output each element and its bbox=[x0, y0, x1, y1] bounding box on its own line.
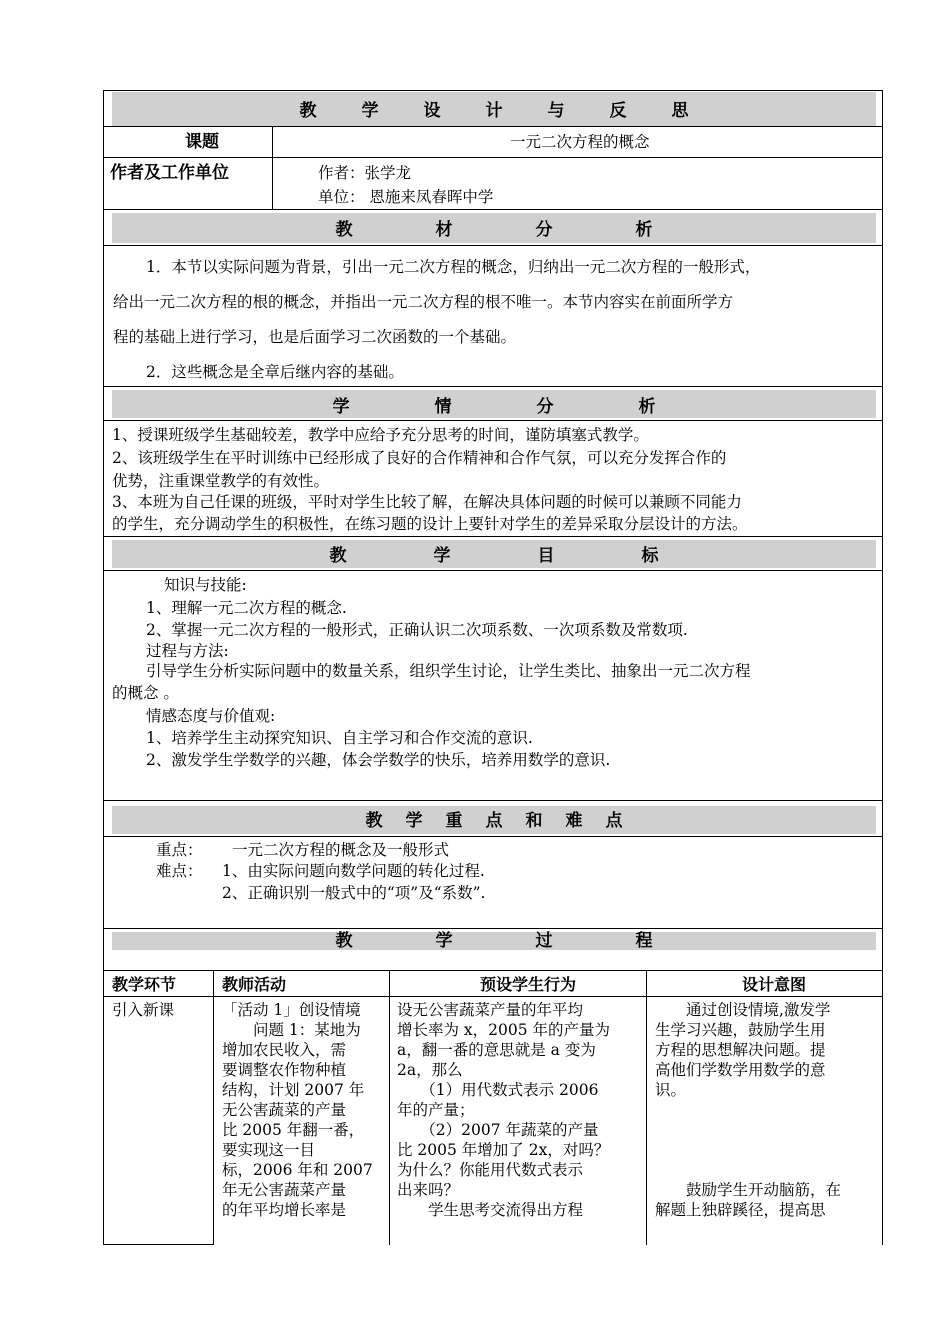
student-behavior-line: 年的产量； bbox=[397, 1101, 475, 1119]
intent-line bbox=[655, 1100, 877, 1120]
intent-line bbox=[655, 1140, 877, 1160]
teacher-line: 问题 1：某地为 bbox=[222, 1021, 361, 1039]
difficulty-2: 2、正确识别一般式中的“项”及“系数”. bbox=[222, 884, 486, 902]
student-behavior-line: 出来吗？ bbox=[397, 1181, 460, 1199]
student-behavior-line: 增长率为 x，2005 年的产量为 bbox=[397, 1021, 611, 1039]
material-title: 教 材 分 析 bbox=[335, 220, 653, 240]
col-header-teacher: 教师活动 bbox=[222, 975, 287, 994]
teacher-line: 年无公害蔬菜产量 bbox=[222, 1181, 347, 1199]
student-behavior-cell bbox=[397, 1000, 643, 1220]
author-name: 作者：张学龙 bbox=[318, 164, 412, 182]
intent-line bbox=[655, 1160, 877, 1180]
course-label: 课题 bbox=[185, 132, 219, 152]
material-line-2: 给出一元二次方程的根的概念，并指出一元二次方程的根不唯一。本节内容实在前面所学方 bbox=[113, 293, 734, 311]
rule bbox=[103, 157, 883, 158]
teacher-line: 比 2005 年翻一番， bbox=[222, 1121, 365, 1139]
intent-line: 解题上独辟蹊径，提高思 bbox=[655, 1201, 826, 1219]
rule bbox=[103, 420, 883, 421]
student-behavior-line: 学生思考交流得出方程 bbox=[397, 1201, 584, 1219]
student-line-2: 2、该班级学生在平时训练中已经形成了良好的合作精神和合作气氛，可以充分发挥合作的 bbox=[112, 449, 727, 467]
rule bbox=[646, 970, 647, 1245]
rule bbox=[103, 996, 883, 997]
teacher-line: 「活动 1」创设情境 bbox=[222, 1001, 361, 1019]
process-title: 教 学 过 程 bbox=[335, 931, 653, 951]
teacher-line: 要实现这一目 bbox=[222, 1141, 316, 1159]
intent-line: 识。 bbox=[655, 1081, 687, 1099]
student-behavior-line: 2a，那么 bbox=[397, 1061, 463, 1079]
teacher-activity-cell bbox=[222, 1000, 384, 1220]
material-line-1: 1．本节以实际问题为背景，引出一元二次方程的概念，归纳出一元二次方程的一般形式， bbox=[146, 258, 761, 276]
rule bbox=[103, 90, 883, 91]
goal-emotion-title: 情感态度与价值观: bbox=[146, 707, 276, 725]
material-line-4: 2．这些概念是全章后继内容的基础。 bbox=[146, 363, 404, 381]
goal-title: 教 学 目 标 bbox=[329, 546, 659, 566]
main-title: 教 学 设 计 与 反 思 bbox=[299, 101, 689, 121]
goal-process-1: 引导学生分析实际问题中的数量关系，组织学生讨论，让学生类比、抽象出一元二次方程 bbox=[146, 662, 751, 680]
goal-knowledge-1: 1、理解一元二次方程的概念. bbox=[146, 599, 347, 617]
material-line-3: 程的基础上进行学习，也是后面学习二次函数的一个基础。 bbox=[113, 328, 517, 346]
rule bbox=[103, 209, 883, 210]
stage-cell: 引入新课 bbox=[112, 1001, 175, 1019]
key-text: 一元二次方程的概念及一般形式 bbox=[232, 841, 450, 859]
student-behavior-line: （1）用代数式表示 2006 bbox=[397, 1081, 599, 1099]
teacher-line: 的年平均增长率是 bbox=[222, 1201, 347, 1219]
goal-knowledge-2: 2、掌握一元二次方程的一般形式，正确认识二次项系数、一次项系数及常数项. bbox=[146, 621, 688, 639]
student-line-1: 1、授课班级学生基础较差，教学中应给予充分思考的时间，谨防填塞式教学。 bbox=[112, 426, 649, 444]
intent-line: 鼓励学生开动脑筋，在 bbox=[655, 1181, 842, 1199]
student-line-3: 优势，注重课堂教学的有效性。 bbox=[112, 472, 330, 490]
teacher-line: 增加农民收入，需 bbox=[222, 1041, 347, 1059]
intent-line bbox=[655, 1120, 877, 1140]
author-label: 作者及工作单位 bbox=[110, 163, 229, 183]
rule bbox=[103, 386, 883, 387]
key-title: 教 学 重 点 和 难 点 bbox=[365, 811, 623, 831]
student-behavior-line: 比 2005 年增加了 2x，对吗？ bbox=[397, 1141, 610, 1159]
col-header-intent: 设计意图 bbox=[742, 975, 807, 994]
rule bbox=[103, 970, 883, 971]
goal-process-2: 的概念 。 bbox=[112, 684, 179, 702]
col-header-student: 预设学生行为 bbox=[480, 975, 577, 994]
student-line-5: 的学生，充分调动学生的积极性，在练习题的设计上要针对学生的差异采取分层设计的方法。 bbox=[112, 515, 748, 533]
difficulty-label: 难点： bbox=[156, 862, 203, 880]
rule bbox=[103, 836, 883, 837]
goal-process-title: 过程与方法: bbox=[146, 642, 229, 660]
rule bbox=[103, 245, 883, 246]
student-behavior-line: a，翻一番的意思就是 a 变为 bbox=[397, 1041, 596, 1059]
student-behavior-line: （2）2007 年蔬菜的产量 bbox=[397, 1121, 599, 1139]
intent-line: 方程的思想解决问题。提 bbox=[655, 1041, 826, 1059]
goal-emotion-1: 1、培养学生主动探究知识、自主学习和合作交流的意识. bbox=[146, 729, 533, 747]
rule bbox=[272, 126, 273, 210]
intent-line: 生学习兴趣，鼓励学生用 bbox=[655, 1021, 826, 1039]
teacher-line: 无公害蔬菜的产量 bbox=[222, 1101, 347, 1119]
course-value: 一元二次方程的概念 bbox=[510, 133, 650, 151]
col-header-stage: 教学环节 bbox=[112, 975, 177, 994]
student-line-4: 3、本班为自己任课的班级，平时对学生比较了解，在解决具体问题的时候可以兼顾不同能力 bbox=[112, 493, 742, 511]
teacher-line: 要调整农作物种植 bbox=[222, 1061, 347, 1079]
rule bbox=[389, 970, 390, 1245]
goal-emotion-2: 2、激发学生学数学的兴趣，体会学数学的快乐，培养用数学的意识. bbox=[146, 751, 611, 769]
teacher-line: 结构，计划 2007 年 bbox=[222, 1081, 365, 1099]
intent-line: 通过创设情境,激发学 bbox=[655, 1001, 831, 1019]
intent-line: 高他们学数学用数学的意 bbox=[655, 1061, 826, 1079]
student-title: 学 情 分 析 bbox=[332, 397, 656, 417]
rule bbox=[103, 126, 883, 127]
teacher-line: 标，2006 年和 2007 bbox=[222, 1161, 373, 1179]
key-label: 重点： bbox=[156, 841, 203, 859]
rule bbox=[103, 536, 883, 537]
difficulty-1: 1、由实际问题向数学问题的转化过程. bbox=[222, 862, 485, 880]
student-behavior-line: 为什么？你能用代数式表示 bbox=[397, 1161, 584, 1179]
rule bbox=[103, 928, 883, 929]
author-unit: 单位： 恩施来凤春晖中学 bbox=[318, 188, 494, 206]
rule bbox=[213, 970, 214, 1245]
rule bbox=[103, 800, 883, 801]
rule bbox=[103, 1244, 213, 1245]
table-left-border bbox=[103, 90, 104, 1245]
student-behavior-line: 设无公害蔬菜产量的年平均 bbox=[397, 1001, 584, 1019]
table-right-border bbox=[882, 90, 883, 1245]
goal-knowledge-title: 知识与技能: bbox=[164, 576, 247, 594]
rule bbox=[103, 570, 883, 571]
design-intent-cell bbox=[655, 1000, 877, 1220]
